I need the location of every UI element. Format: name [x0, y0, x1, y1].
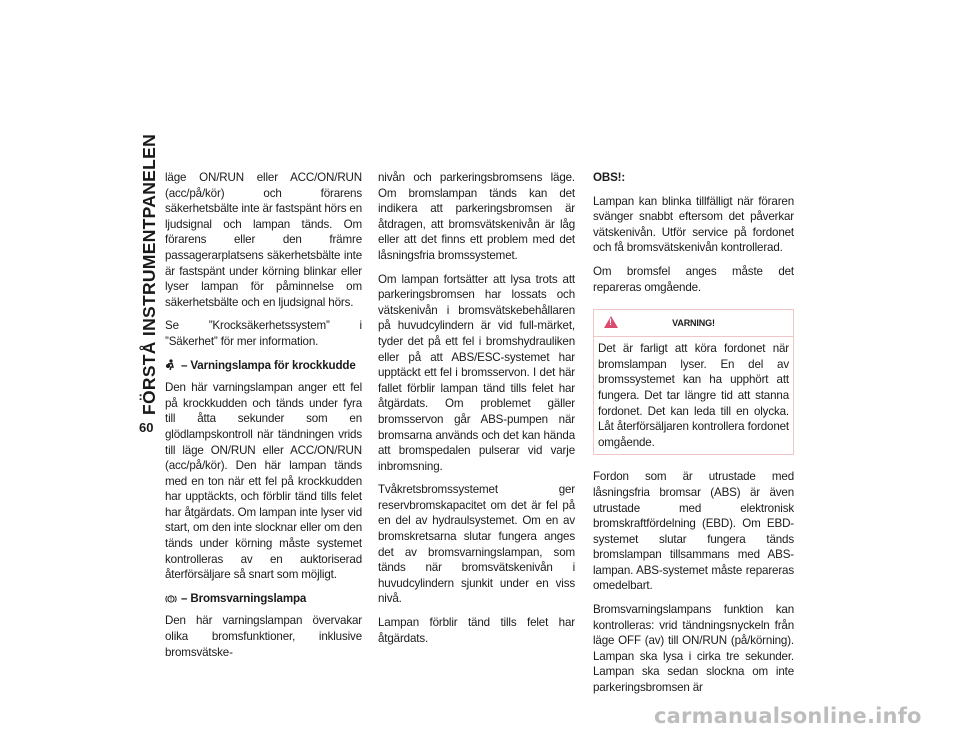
- warning-title: VARNING!: [672, 318, 715, 329]
- watermark-logo: carmanualsonline.info: [654, 704, 922, 728]
- paragraph: Lampan förblir tänd tills felet har åtgärdats.: [378, 616, 575, 645]
- paragraph: Om bromsfel anges måste det repareras omgående.: [593, 264, 794, 294]
- page-number: 60: [139, 420, 154, 435]
- paragraph: Se ”Krocksäkerhetssystem” i ”Säkerhet” för mer information.: [165, 319, 362, 348]
- section-heading-label: – Varningslampa för krockkudde: [181, 358, 356, 372]
- paragraph: nivån och parkeringsbromsens läge. Om bromslampan tänds kan det indikera att parkeringsbromsen är åtdragen, att bromsvätskenivån är låg eller att det finns ett problem med det låsningsfria bromssystemet.: [378, 171, 575, 262]
- paragraph: läge ON/RUN eller ACC/ON/RUN (acc/på/kör) och förarens säkerhetsbälte inte är fastspänt hörs en ljudsignal och lampan tänds. Om förarens eller den främre passagerarplatsens säkerhetsbälte inte är fastspänt under körning blinkar eller lyser lampan för påminnelse om säkerhetsbälte och en ljudsignal hörs.: [165, 171, 363, 309]
- column-1: [165, 170, 362, 668]
- warning-triangle-icon: [604, 316, 618, 328]
- warning-box: [593, 309, 794, 455]
- paragraph: Tvåkretsbromssystemet ger reservbromskapacitet om det är fel på en del av hydraulsystemet. Om en av bromskretsarna slutar fungera anges det av bromsvarningslampan, som tänds när bromsvätskenivån i huvudcylindern sjunkit under en viss nivå.: [378, 483, 575, 606]
- column-3: [593, 170, 794, 704]
- airbag-icon: [165, 359, 177, 371]
- paragraph: Den här varningslampan övervakar olika bromsfunktioner, inklusive bromsvätske-: [165, 614, 362, 659]
- section-heading-airbag: [165, 358, 362, 374]
- paragraph: Den här varningslampan anger ett fel på krockkudden och tänds under fyra till åtta sekunder som en glödlampskontroll när tändningen vrids till läge ON/RUN eller ACC/ON/RUN (acc/på/kör). Den här lampan tänds med en ton när ett fel på krockkudden har upptäckts, och förblir tänd tills felet har åtgärdats. Om lampan inte lyser vid start, om den inte slocknar eller om den tänds under körning måste systemet kontrolleras av en auktoriserad återförsäljare så snart som möjligt.: [165, 381, 362, 582]
- section-heading-label: – Bromsvarningslampa: [181, 591, 307, 605]
- paragraph: Om lampan fortsätter att lysa trots att parkeringsbromsen har lossats och vätskenivån i bromsvätskebehållaren på huvudcylindern är vid full-märket, tyder det på ett fel i bromshydrauliken eller på att ABS/ESC-systemet har upptäckt ett fel i bromsservon. I det här fallet förblir lampan tänd tills felet har åtgärdats. Om problemet gäller bromsservon går ABS-pumpen när bromsarna används och det kan hända att bromspedalen pulserar vid varje inbromsning.: [378, 272, 575, 473]
- section-heading-brake: [165, 591, 362, 607]
- paragraph: Fordon som är utrustade med låsningsfria bromsar (ABS) är även utrustade med elektronisk bromskraftfördelning (EBD). Om EBD-systemet slutar fungera tänds bromslampan tillsammans med ABS-lampan. ABS-systemet måste repareras omedelbart.: [593, 470, 794, 593]
- brake-warning-icon: [165, 593, 177, 605]
- warning-text: Det är farligt att köra fordonet när bromslampan lyser. En del av bromssystemet kan ha upphört att fungera. Det tar längre tid att stanna fordonet. Det kan leda till en olycka. Låt återförsäljaren kontrollera fordonet omgående.: [598, 342, 789, 449]
- note-label: OBS!:: [593, 171, 626, 184]
- warning-header: [594, 310, 793, 337]
- chapter-title: FÖRSTÅ INSTRUMENTPANELEN: [139, 133, 159, 415]
- note-text: Lampan kan blinka tillfälligt när föraren svänger snabbt eftersom det påverkar vätskenivån. Utför service på fordonet och få bromsvätskenivån kontrollerad.: [593, 194, 794, 255]
- warning-body: [594, 337, 793, 454]
- paragraph: Bromsvarningslampans funktion kan kontrolleras: vrid tändningsnyckeln från läge OFF (av) till ON/RUN (på/körning). Lampan ska lysa i cirka tre sekunder. Lampan ska sedan slockna om inte parkeringsbromsen är: [593, 603, 794, 695]
- column-2: [378, 170, 575, 654]
